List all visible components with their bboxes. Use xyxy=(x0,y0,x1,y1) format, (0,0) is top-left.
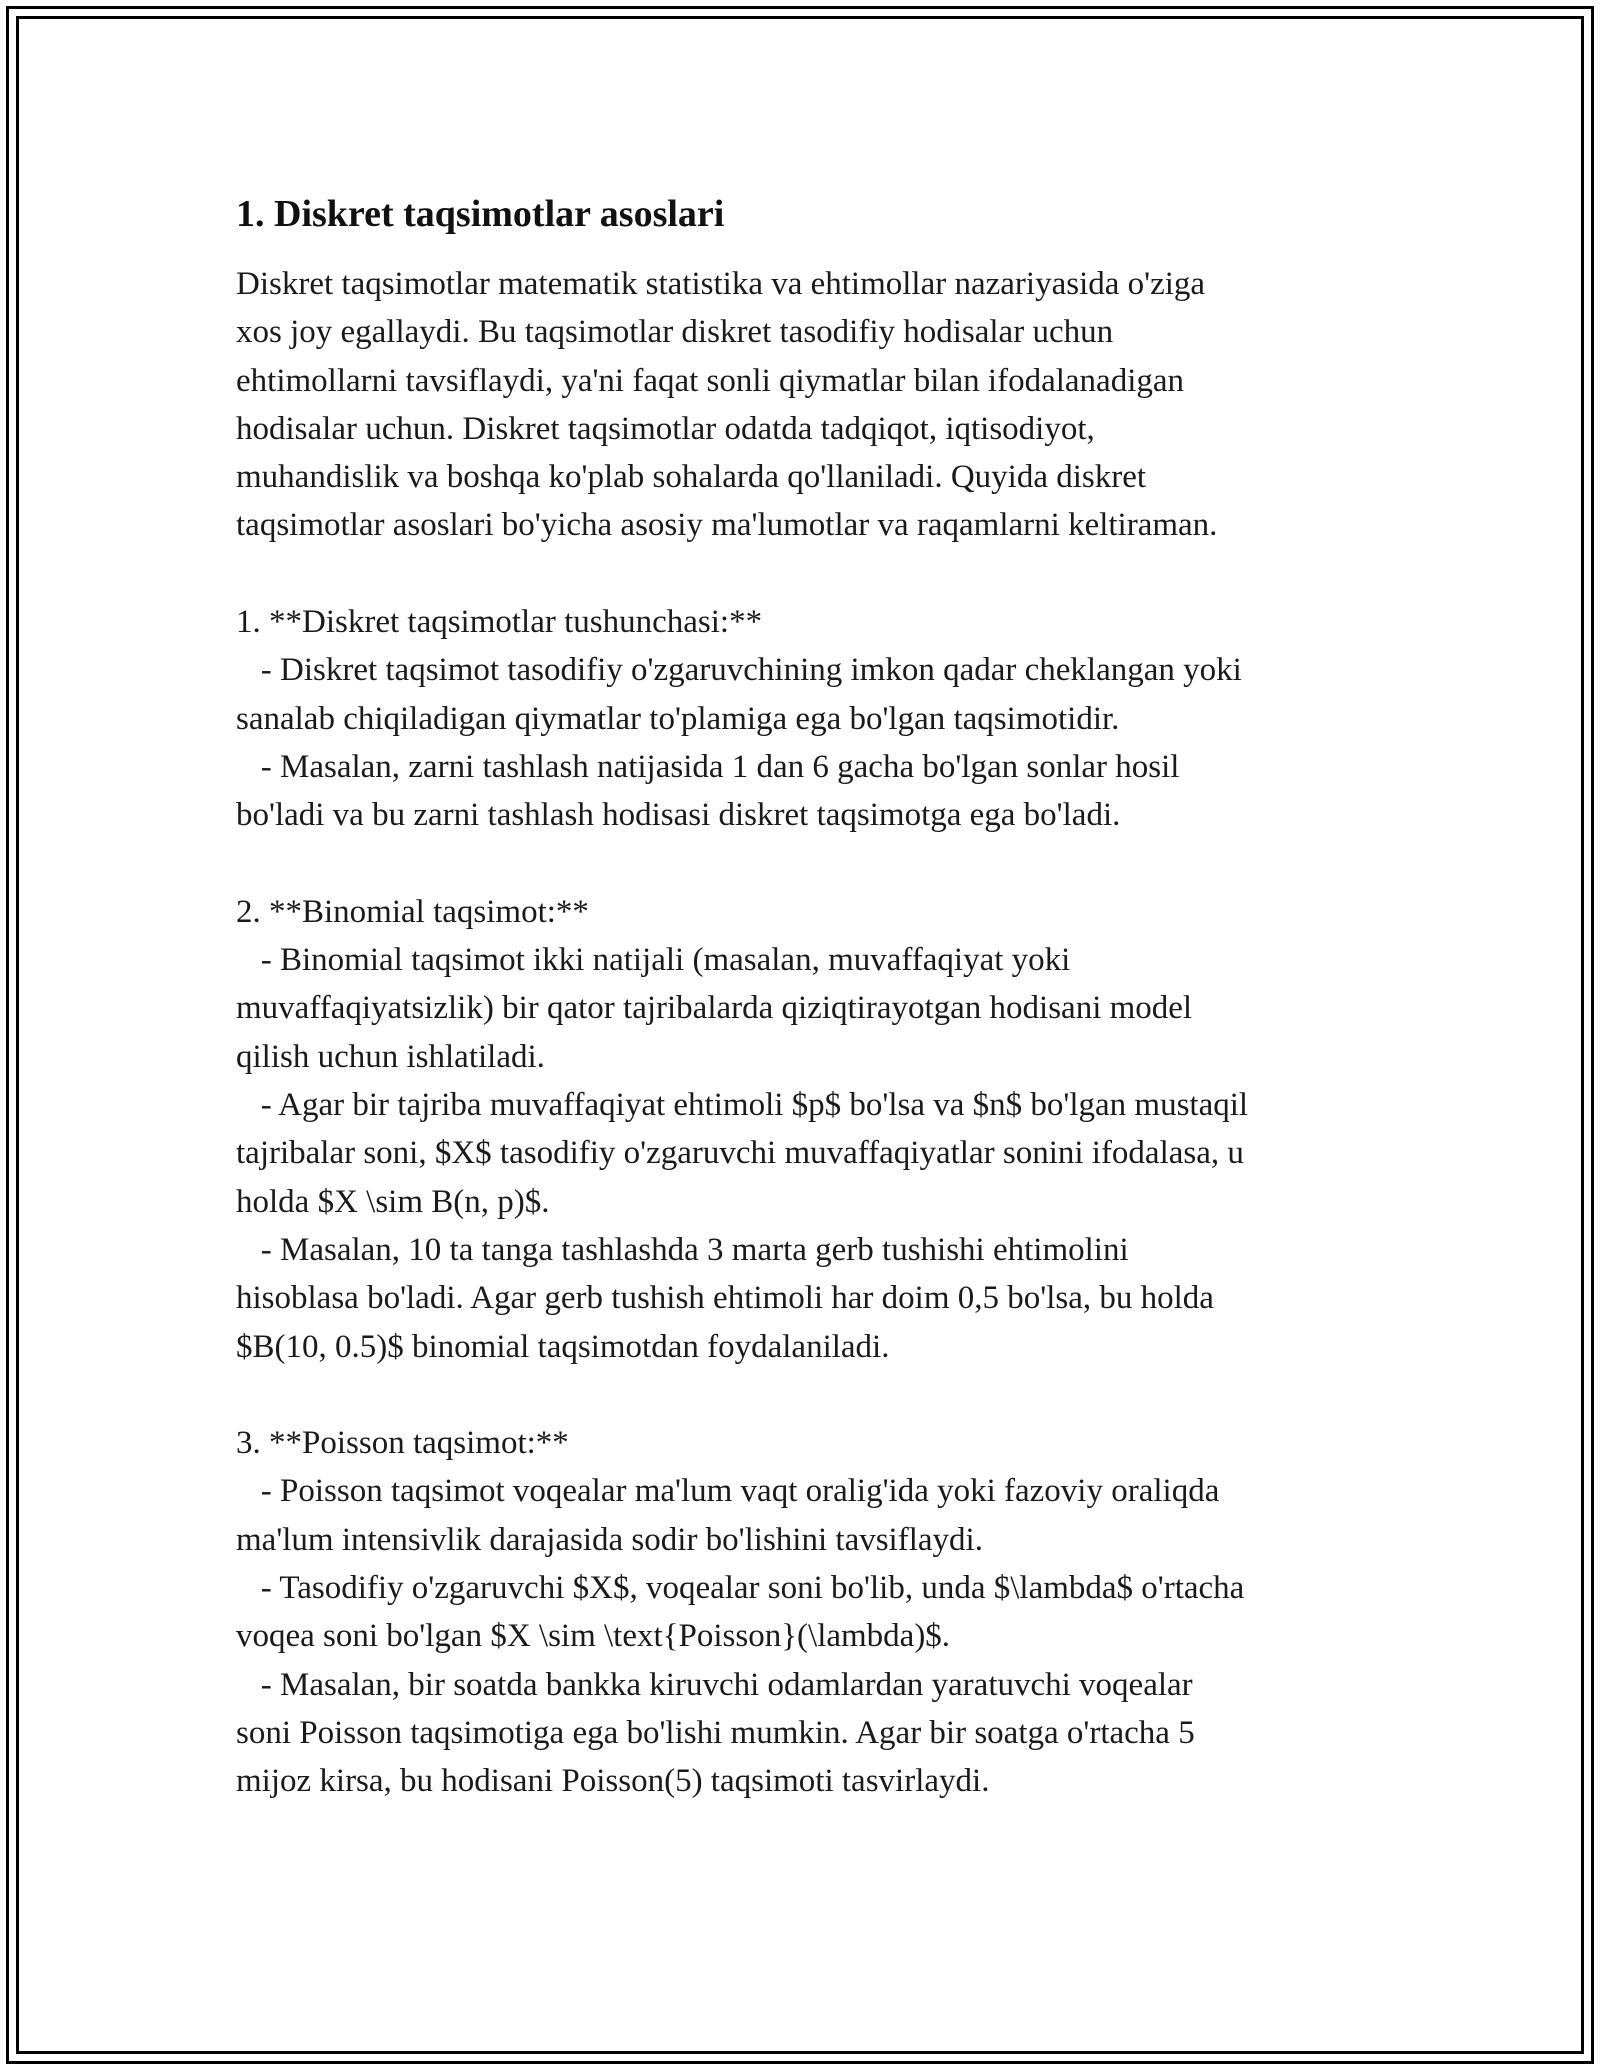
document-content xyxy=(236,186,1396,1806)
document-title: 1. Diskret taqsimotlar asoslari xyxy=(236,193,725,235)
document-body-text: Diskret taqsimotlar matematik statistika va ehtimollar nazariyasida o'ziga xos joy egallaydi. Bu taqsimotlar diskret tasodifiy hodisalar uchun ehtimollarni tavsiflaydi, ya'ni faqat sonli qiymatlar bilan ifodalanadigan hodisalar uchun. Diskret taqsimotlar odatda tadqiqot, iqtisodiyot, muhandislik va boshqa ko'plab sohalarda qo'llaniladi. Quyida diskret taqsimotlar asoslari bo'yicha asosiy ma'lumotlar va raqamlarni keltiraman. 1. **Diskret taqsimotlar tushunchasi:** - Diskret taqsimot tasodifiy o'zgaruvchining imkon qadar cheklangan yoki sanalab chiqiladigan qiymatlar to'plamiga ega bo'lgan taqsimotidir. - Masalan, zarni tashlash natijasida 1 dan 6 gacha bo'lgan sonlar hosil bo'ladi va bu zarni tashlash hodisasi diskret taqsimotga ega bo'ladi. 2. **Binomial taqsimot:** - Binomial taqsimot ikki natijali (masalan, muvaffaqiyat yoki muvaffaqiyatsizlik) bir qator tajribalarda qiziqtirayotgan hodisani model qilish uchun ishlatiladi. - Agar bir tajriba muvaffaqiyat ehtimoli $p$ bo'lsa va $n$ bo'lgan mustaqil tajribalar soni, $X$ tasodifiy o'zgaruvchi muvaffaqiyatlar sonini ifodalasa, u holda $X \sim B(n, p)$. - Masalan, 10 ta tanga tashlashda 3 marta gerb tushishi ehtimolini hisoblasa bo'ladi. Agar gerb tushish ehtimoli har doim 0,5 bo'lsa, bu holda $B(10, 0.5)$ binomial taqsimotdan foydalaniladi. 3. **Poisson taqsimot:** - Poisson taqsimot voqealar ma'lum vaqt oralig'ida yoki fazoviy oraliqda ma'lum intensivlik darajasida sodir bo'lishini tavsiflaydi. - Tasodifiy o'zgaruvchi $X$, voqealar soni bo'lib, unda $\lambda$ o'rtacha voqea soni bo'lgan $X \sim \text{Poisson}(\lambda)$. - Masalan, bir soatda bankka kiruvchi odamlardan yaratuvchi voqealar soni Poisson taqsimotiga ega bo'lishi mumkin. Agar bir soatga o'rtacha 5 mijoz kirsa, bu hodisani Poisson(5) taqsimoti tasvirlaydi. xyxy=(236,266,1249,1800)
